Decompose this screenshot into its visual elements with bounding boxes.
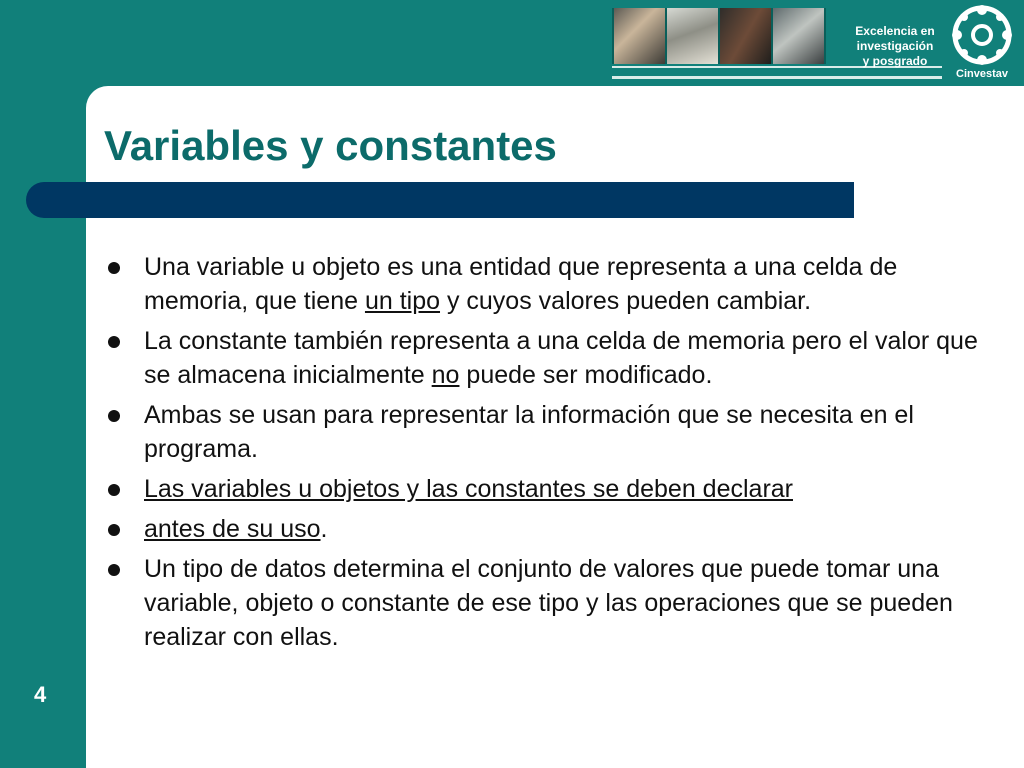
title-underline-bar — [26, 182, 854, 218]
bullet-text: Un tipo de datos determina el conjunto de valores que puede tomar una variable, objeto o constante de ese tipo y las operaciones que se pueden realizar con ellas. — [144, 555, 953, 651]
tagline-line: Excelencia en — [855, 24, 935, 38]
underlined-term: no — [431, 361, 460, 389]
underlined-term: Las variables u objetos y las constantes se deben declarar — [144, 475, 793, 503]
header-photo — [773, 8, 824, 64]
header-photo — [720, 8, 771, 64]
bullet-text: puede ser modificado. — [459, 361, 713, 389]
bullet-item — [104, 398, 984, 466]
header-photo-strip — [612, 8, 826, 64]
tagline-line: investigación — [856, 39, 934, 53]
slide-title: Variables y constantes — [104, 122, 557, 169]
bullet-item — [104, 472, 984, 506]
header-tagline — [836, 24, 954, 69]
bullet-text: y cuyos valores pueden cambiar. — [440, 287, 812, 315]
bullet-text: Ambas se usan para representar la información que se necesita en el programa. — [144, 401, 914, 463]
underlined-term: antes de su uso — [144, 515, 321, 543]
tagline-line: y posgrado — [862, 54, 928, 68]
page-number: 4 — [34, 682, 47, 707]
bullet-text: . — [320, 515, 328, 543]
brand-name: Cinvestav — [956, 68, 1008, 80]
bullet-item — [104, 250, 984, 318]
bullet-item — [104, 552, 984, 654]
bullet-text: La constante también representa a una celda de memoria pero el valor que se almacena inicialmente — [144, 327, 978, 389]
bullet-text: Una variable u objeto es una entidad que representa a una celda de memoria, que tiene — [144, 253, 898, 315]
header-photo — [667, 8, 718, 64]
header-divider — [612, 76, 942, 79]
underlined-term: un tipo — [364, 287, 441, 315]
bullet-list — [104, 250, 984, 660]
bullet-item — [104, 512, 984, 546]
cinvestav-logo-icon — [948, 4, 1016, 66]
bullet-item — [104, 324, 984, 392]
header-photo — [614, 8, 665, 64]
